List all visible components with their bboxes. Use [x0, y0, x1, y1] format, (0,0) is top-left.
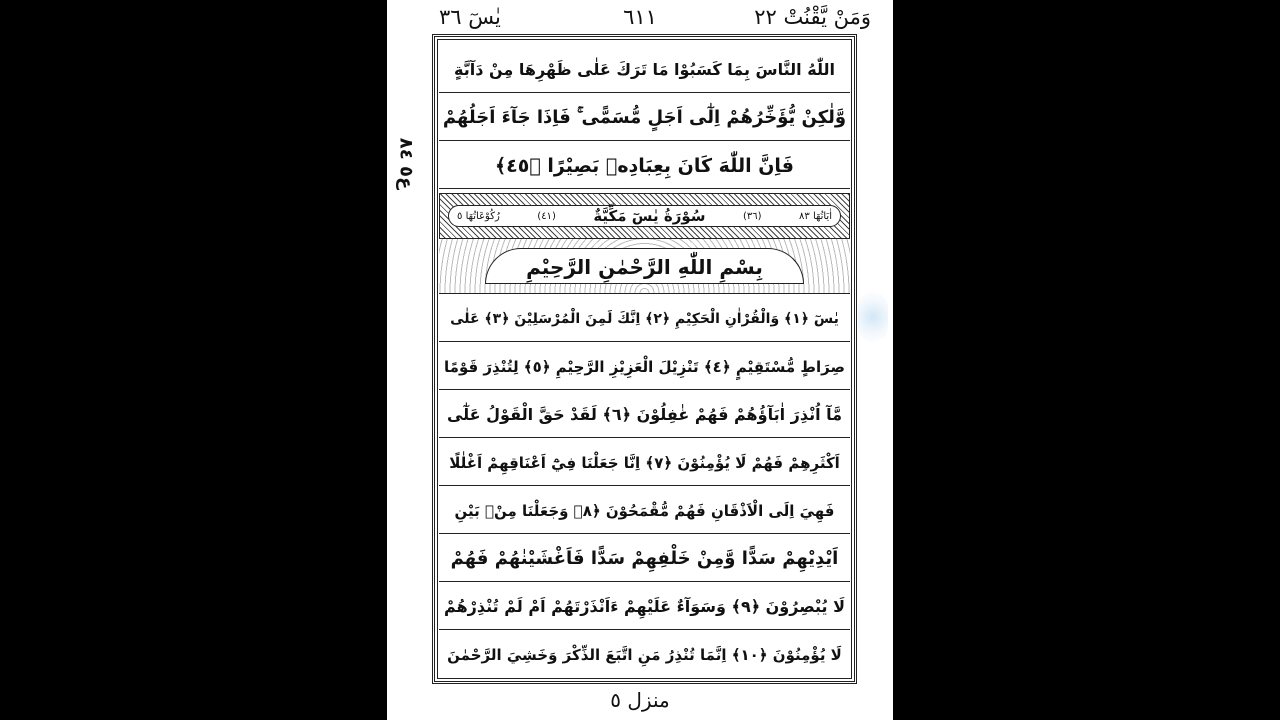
verse-line-text: لَا يُؤْمِنُوْنَ ﴿١٠﴾ اِنَّمَا تُنْذِرُ مَنِ اتَّبَعَ الذِّكْرَ وَخَشِيَ الرَّحْمٰنَ — [447, 646, 842, 664]
ayat-count: اٰيَاتُهَا ٨٣ — [799, 210, 832, 222]
verse-line-1 — [439, 47, 850, 93]
verse-line-2 — [439, 95, 850, 141]
verse-line-3 — [439, 143, 850, 189]
manzil-footer: منزل ٥ — [610, 688, 670, 712]
surah-number: (٣٦) — [742, 210, 762, 222]
verse-line-text: يٰسٓ ﴿١﴾ وَالْقُرْاٰنِ الْحَكِيْمِ ﴿٢﴾ اِنَّكَ لَمِنَ الْمُرْسَلِيْنَ ﴿٣﴾ عَلٰى — [450, 310, 839, 327]
verse-line-6 — [439, 392, 850, 438]
ruku-marker-text: ع٥ ٨٤ — [395, 137, 417, 189]
cursor-highlight — [858, 292, 888, 342]
verse-line-8 — [439, 488, 850, 534]
bismillah-frame — [485, 248, 804, 284]
para-title: وَمَنْ يَّقْنُتْ ٢٢ — [754, 5, 871, 29]
surah-name-header: يٰسٓ ٣٦ — [439, 5, 501, 29]
verse-line-text: فَاِنَّ اللّٰهَ كَانَ بِعِبَادِهٖ بَصِيْرًا ﴿٤٥﴾ — [495, 154, 794, 177]
ruku-count: رُكُوْعَاتُهَا ٥ — [457, 210, 500, 222]
verse-line-text: صِرَاطٍ مُّسْتَقِيْمٍ ﴿٤﴾ تَنْزِيْلَ الْعَزِيْزِ الرَّحِيْمِ ﴿٥﴾ لِتُنْذِرَ قَوْمًا — [444, 357, 845, 376]
surah-header-panel — [439, 193, 850, 239]
verse-line-4 — [439, 296, 850, 342]
verse-line-text: فَهِيَ اِلَى الْاَذْقَانِ فَهُمْ مُّقْمَحُوْنَ ﴿٨﴾ وَجَعَلْنَا مِنْۢ بَيْنِ — [454, 501, 835, 520]
verse-line-text: مَّآ اُنْذِرَ اٰبَآؤُهُمْ فَهُمْ غٰفِلُوْنَ ﴿٦﴾ لَقَدْ حَقَّ الْقَوْلُ عَلٰٓى — [446, 405, 843, 424]
bismillah-text: بِسْمِ اللّٰهِ الرَّحْمٰنِ الرَّحِيْمِ — [526, 255, 763, 279]
revelation-number: (٤١) — [537, 210, 556, 222]
verse-line-11 — [439, 632, 850, 678]
verse-line-text: وَّلٰكِنْ يُّؤَخِّرُهُمْ اِلٰٓى اَجَلٍ مُّسَمًّى ۚ فَاِذَا جَآءَ اَجَلُهُمْ — [442, 107, 847, 128]
verse-line-10 — [439, 584, 850, 630]
verse-line-text: لَا يُبْصِرُوْنَ ﴿٩﴾ وَسَوَآءٌ عَلَيْهِمْ ءَاَنْذَرْتَهُمْ اَمْ لَمْ تُنْذِرْهُمْ — [444, 597, 845, 616]
mushaf-page — [387, 0, 893, 720]
verse-line-text: اَيْدِيْهِمْ سَدًّا وَّمِنْ خَلْفِهِمْ سَدًّا فَاَغْشَيْنٰهُمْ فَهُمْ — [450, 548, 839, 569]
surah-header-band — [448, 205, 841, 227]
verse-line-text: اَكْثَرِهِمْ فَهُمْ لَا يُؤْمِنُوْنَ ﴿٧﴾ اِنَّا جَعَلْنَا فِيْٓ اَعْنَاقِهِمْ اَغْلٰلًا — [449, 453, 840, 472]
surah-title: سُوْرَةُ يٰسٓ مَكِّيَّةٌ — [593, 207, 706, 225]
bismillah-panel — [439, 239, 850, 294]
verse-line-text: اللّٰهُ النَّاسَ بِمَا كَسَبُوْا مَا تَرَكَ عَلٰى ظَهْرِهَا مِنْ دَآبَّةٍ — [454, 60, 835, 79]
page-number: ٦١١ — [623, 5, 657, 29]
verse-line-9 — [439, 536, 850, 582]
verse-line-7 — [439, 440, 850, 486]
verse-line-5 — [439, 344, 850, 390]
ruku-marker — [391, 118, 421, 208]
